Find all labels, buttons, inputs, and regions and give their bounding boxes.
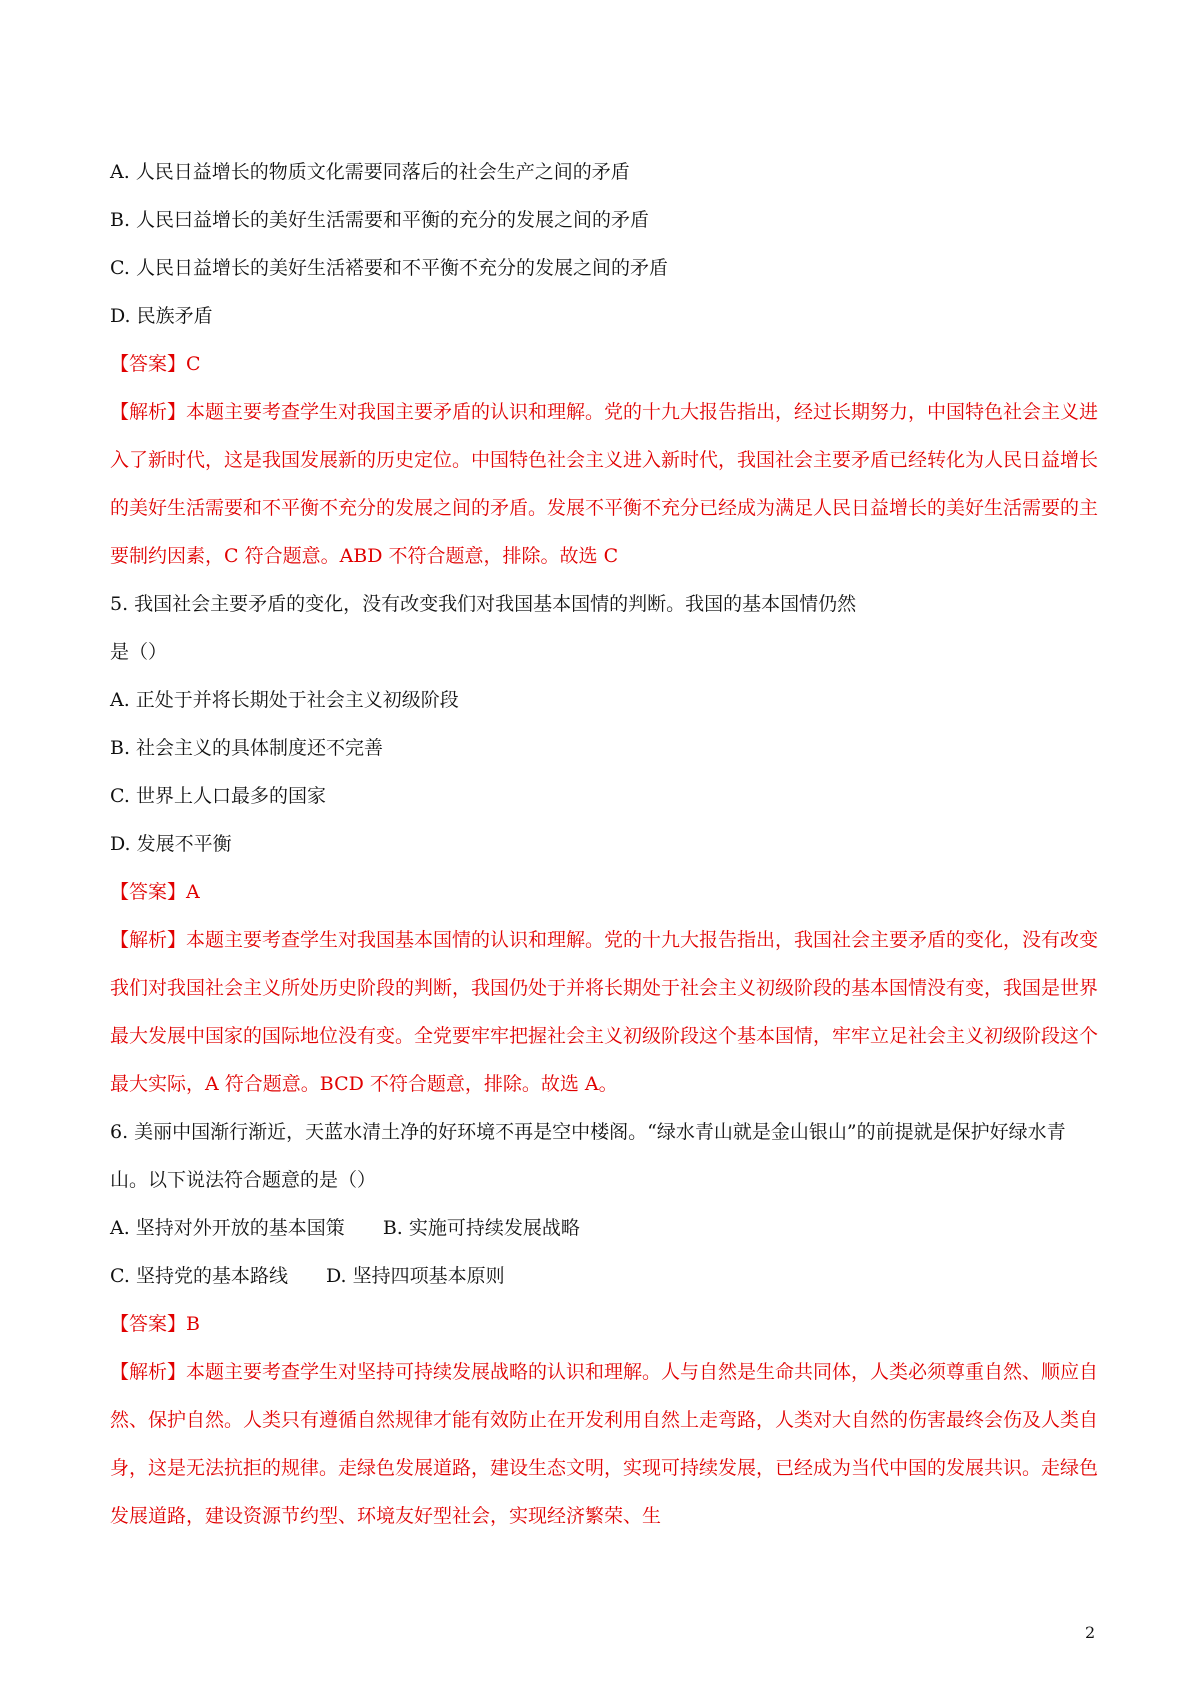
analysis-text: 本题主要考查学生对坚持可持续发展战略的认识和理解。人与自然是生命共同体，人类必须尊重自然、顺应自然、保护自然。人类只有遵循自然规律才能有效防止在开发利用自然上走弯路，人类对大自然的伤害最终会伤及人类自身，这是无法抗拒的规律。走绿色发展道路，建设生态文明，实现可持续发展，已经成为当代中国的发展共识。走绿色发展道路，建设资源节约型、环境友好型社会，实现经济繁荣、生 — [110, 1361, 1099, 1527]
q4-option-b: B. 人民曰益增长的美好生活需要和平衡的充分的发展之间的矛盾 — [110, 209, 650, 231]
q6-option-d: D. 坚持四项基本原则 — [325, 1265, 505, 1287]
q5-stem-line1: 5. 我国社会主要矛盾的变化，没有改变我们对我国基本国情的判断。我国的基本国情仍然 — [110, 593, 857, 615]
q4-option-a: A. 人民日益增长的物质文化需要同落后的社会生产之间的矛盾 — [110, 161, 630, 183]
page-content — [110, 148, 1100, 1540]
q5-stem-line2: 是（） — [110, 641, 168, 663]
q6-options-row1 — [110, 1204, 1100, 1252]
q4-option-c: C. 人民日益增长的美好生活褡要和不平衡不充分的发展之间的矛盾 — [110, 257, 668, 279]
analysis-text: 本题主要考查学生对我国基本国情的认识和理解。党的十九大报告指出，我国社会主要矛盾的变化，没有改变我们对我国社会主义所处历史阶段的判断，我国仍处于并将长期处于社会主义初级阶段的基本国情没有变，我国是世界最大发展中国家的国际地位没有变。全党要牢牢把握社会主义初级阶段这个基本国情，牢牢立足社会主义初级阶段这个最大实际，A 符合题意。BCD 不符合题意，排除。故选 A。 — [110, 929, 1099, 1095]
analysis-label: 【解析】 — [110, 401, 187, 423]
q5-option-d: D. 发展不平衡 — [110, 833, 232, 855]
q5-option-a: A. 正处于并将长期处于社会主义初级阶段 — [110, 689, 459, 711]
q5-option-c: C. 世界上人口最多的国家 — [110, 785, 326, 807]
q6-stem: 6. 美丽中国渐行渐近，天蓝水清土净的好环境不再是空中楼阁。“绿水青山就是金山银山”的前提就是保护好绿水青山。以下说法符合题意的是（） — [110, 1121, 1066, 1191]
answer-label: 【答案】 — [110, 881, 187, 903]
analysis-text: 本题主要考查学生对我国主要矛盾的认识和理解。党的十九大报告指出，经过长期努力，中国特色社会主义进入了新时代，这是我国发展新的历史定位。中国特色社会主义进入新时代，我国社会主要矛盾已经转化为人民日益增长的美好生活需要和不平衡不充分的发展之间的矛盾。发展不平衡不充分已经成为满足人民日益增长的美好生活需要的主要制约因素，C 符合题意。ABD 不符合题意，排除。故选 C — [110, 401, 1099, 567]
analysis-label: 【解析】 — [110, 929, 187, 951]
q6-option-c: C. 坚持党的基本路线 — [110, 1265, 288, 1287]
answer-value: B — [186, 1313, 200, 1335]
page-number: 2 — [1085, 1623, 1096, 1642]
q4-analysis — [110, 388, 1100, 580]
analysis-label: 【解析】 — [110, 1361, 187, 1383]
q5-option-b: B. 社会主义的具体制度还不完善 — [110, 737, 384, 759]
answer-value: C — [186, 353, 201, 375]
q5-answer — [110, 868, 1100, 916]
q6-answer — [110, 1300, 1100, 1348]
q6-options-row2 — [110, 1252, 1100, 1300]
answer-label: 【答案】 — [110, 1313, 187, 1335]
q4-option-d: D. 民族矛盾 — [110, 305, 213, 327]
q6-analysis — [110, 1348, 1100, 1540]
q6-option-b: B. 实施可持续发展战略 — [382, 1217, 580, 1239]
q5-analysis — [110, 916, 1100, 1108]
q6-option-a: A. 坚持对外开放的基本国策 — [110, 1217, 345, 1239]
answer-value: A — [186, 881, 200, 903]
q4-answer — [110, 340, 1100, 388]
answer-label: 【答案】 — [110, 353, 187, 375]
